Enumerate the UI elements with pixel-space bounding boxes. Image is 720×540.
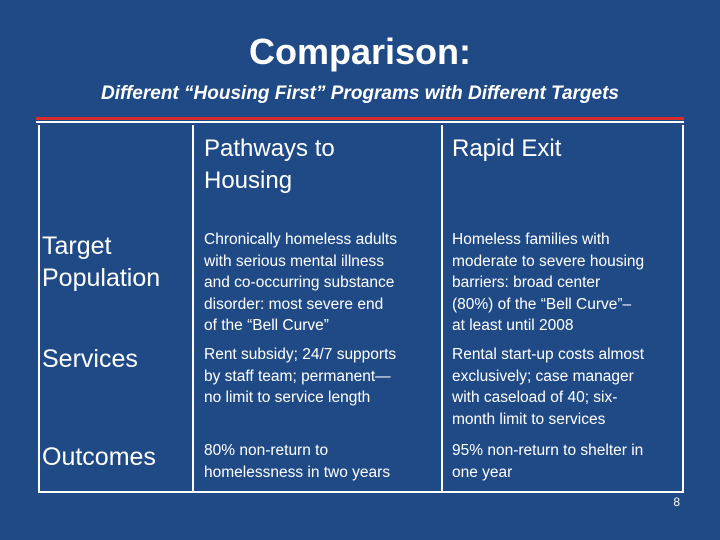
cell-target-rapid-exit bbox=[452, 229, 680, 337]
table-border-left bbox=[38, 125, 40, 493]
cell-line: and co-occurring substance bbox=[204, 274, 395, 291]
slide-title: Comparison: bbox=[248, 31, 471, 72]
table-divider-col2 bbox=[441, 125, 443, 493]
header-line: Housing bbox=[204, 167, 293, 194]
row-label-services bbox=[42, 343, 192, 375]
row-label-line: Population bbox=[42, 264, 161, 292]
title-divider-white bbox=[36, 121, 684, 123]
cell-line: at least until 2008 bbox=[452, 317, 574, 334]
cell-line: month limit to services bbox=[452, 410, 606, 428]
cell-line: (80%) of the “Bell Curve”– bbox=[452, 295, 632, 313]
cell-line: Rental start-up costs almost bbox=[452, 346, 645, 363]
header-rapid-exit bbox=[452, 133, 677, 165]
row-label-line: Outcomes bbox=[42, 443, 156, 471]
cell-target-pathways bbox=[204, 229, 440, 337]
cell-outcomes-rapid-exit bbox=[452, 440, 680, 483]
cell-line: Homeless families with bbox=[452, 231, 610, 248]
table-border-bottom bbox=[38, 491, 684, 493]
cell-line: moderate to severe housing bbox=[452, 252, 645, 270]
cell-line: one year bbox=[452, 463, 513, 481]
cell-line: Chronically homeless adults bbox=[204, 231, 397, 248]
cell-line: 95% non-return to shelter in bbox=[452, 442, 644, 459]
cell-line: disorder: most severe end bbox=[204, 295, 384, 313]
cell-line: Rent subsidy; 24/7 supports bbox=[204, 346, 397, 363]
cell-line: of the “Bell Curve” bbox=[204, 317, 329, 334]
header-line: Rapid Exit bbox=[452, 135, 562, 162]
cell-line: 80% non-return to bbox=[204, 442, 329, 459]
comparison-table bbox=[38, 125, 684, 493]
slide-subtitle: Different “Housing First” Programs with Different Targets bbox=[100, 83, 619, 104]
row-label-line: Target bbox=[42, 232, 112, 260]
cell-line: by staff team; permanent— bbox=[204, 367, 391, 385]
cell-line: barriers: broad center bbox=[452, 274, 601, 291]
cell-line: with caseload of 40; six- bbox=[452, 389, 618, 406]
cell-services-rapid-exit bbox=[452, 344, 680, 430]
row-label-line: Services bbox=[42, 345, 138, 373]
cell-line: no limit to service length bbox=[204, 389, 371, 406]
cell-services-pathways bbox=[204, 344, 440, 409]
table-divider-col1 bbox=[192, 125, 194, 493]
cell-line: exclusively; case manager bbox=[452, 367, 634, 385]
row-label-outcomes bbox=[42, 441, 192, 473]
row-label-target-population bbox=[42, 230, 192, 294]
page-number: 8 bbox=[673, 495, 680, 509]
cell-outcomes-pathways bbox=[204, 440, 440, 483]
cell-line: with serious mental illness bbox=[204, 252, 385, 270]
title-divider-red bbox=[36, 117, 684, 120]
header-line: Pathways to bbox=[204, 135, 335, 162]
header-pathways-to-housing bbox=[204, 133, 434, 197]
table-border-right bbox=[682, 125, 684, 493]
cell-line: homelessness in two years bbox=[204, 463, 391, 481]
